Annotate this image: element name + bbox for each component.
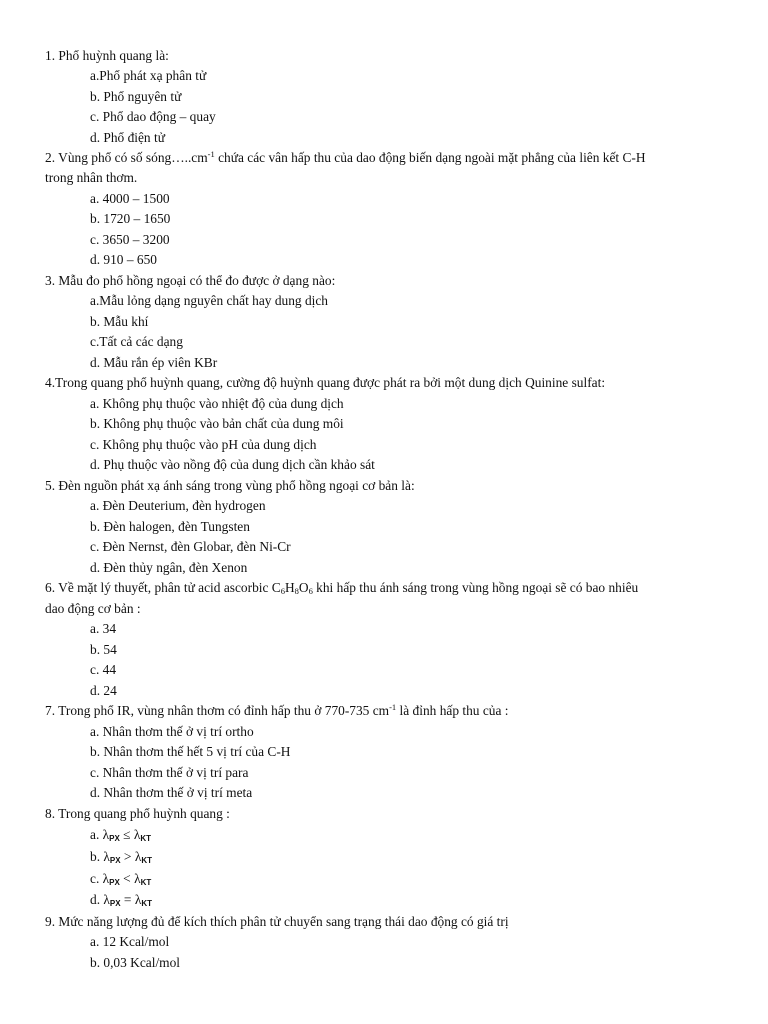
question-1-option-b: b. Phổ nguyên tử: [90, 89, 182, 104]
question-2-stem-line2: trong nhân thơm.: [45, 170, 138, 185]
question-2-option-a: a. 4000 – 1500: [90, 191, 170, 206]
question-4-option-d: d. Phụ thuộc vào nồng độ của dung dịch cần khảo sát: [90, 457, 375, 472]
question-6-stem-text-rest: khi hấp thu ánh sáng trong vùng hồng ngoại sẽ có bao nhiêu: [312, 580, 639, 595]
option-text-fragment: a.: [90, 827, 103, 842]
question-6-stem: [45, 580, 638, 596]
option-text-fragment: PX: [109, 878, 120, 887]
question-7-stem-text-rest: là đỉnh hấp thu của :: [396, 703, 509, 718]
option-text-fragment: >: [120, 849, 135, 864]
option-text-fragment: KT: [140, 878, 152, 887]
option-text-fragment: PX: [109, 899, 121, 908]
question-7-stem-text: 7. Trong phổ IR, vùng nhân thơm có đỉnh hấp thu ở 770-735 cm: [45, 703, 390, 718]
question-5-option-c: c. Đèn Nernst, đèn Globar, đèn Ni-Cr: [90, 539, 291, 554]
question-1-option-c: c. Phổ dao động – quay: [90, 109, 216, 124]
question-5-option-a: a. Đèn Deuterium, đèn hydrogen: [90, 498, 266, 513]
question-6-option-b: b. 54: [90, 642, 117, 657]
lambda-symbol: λ: [133, 827, 141, 842]
question-8-stem: 8. Trong quang phổ huỳnh quang :: [45, 806, 230, 821]
lambda-symbol: λ: [103, 849, 110, 864]
question-3-option-b: b. Mẫu khí: [90, 314, 149, 329]
question-7-option-c: c. Nhân thơm thế ở vị trí para: [90, 765, 249, 780]
lambda-symbol: λ: [102, 827, 110, 842]
question-2-stem-text-rest: chứa các vân hấp thu của dao động biến dạng ngoài mặt phẳng của liên kết C-H: [214, 150, 646, 165]
question-6-option-a: a. 34: [90, 621, 117, 636]
question-6-option-d: d. 24: [90, 683, 117, 698]
question-4-option-c: c. Không phụ thuộc vào pH của dung dịch: [90, 437, 317, 452]
option-text-fragment: KT: [141, 899, 152, 908]
question-3-option-d: d. Mẫu rắn ép viên KBr: [90, 355, 218, 370]
formula-subscript-h: 8: [294, 586, 299, 596]
question-5-stem: 5. Đèn nguồn phát xạ ánh sáng trong vùng phổ hồng ngoại cơ bản là:: [45, 478, 415, 493]
question-4-option-a: a. Không phụ thuộc vào nhiệt độ của dung dịch: [90, 396, 344, 411]
option-text-fragment: ≤: [119, 827, 134, 842]
formula-subscript-o: 6: [308, 586, 313, 596]
question-2-stem-text: 2. Vùng phổ có số sóng…..cm: [45, 150, 208, 165]
formula-element-h: H: [284, 580, 295, 595]
question-4-option-b: b. Không phụ thuộc vào bản chất của dung môi: [90, 416, 344, 431]
option-text-fragment: b.: [90, 849, 104, 864]
option-text-fragment: KT: [141, 856, 152, 865]
question-5-option-d: d. Đèn thủy ngân, đèn Xenon: [90, 560, 248, 575]
question-7-option-a: a. Nhân thơm thế ở vị trí ortho: [90, 724, 254, 739]
question-9-option-a: a. 12 Kcal/mol: [90, 934, 170, 949]
formula-subscript-c: 6: [280, 586, 285, 596]
question-8-option-c: [90, 871, 151, 887]
question-8-option-b: [90, 849, 152, 865]
lambda-symbol: λ: [103, 892, 110, 907]
question-1-stem: 1. Phổ huỳnh quang là:: [45, 48, 169, 63]
option-text-fragment: PX: [109, 834, 120, 843]
question-7-option-d: d. Nhân thơm thế ở vị trí meta: [90, 785, 253, 800]
question-3-option-a: a.Mẫu lỏng dạng nguyên chất hay dung dịch: [90, 293, 328, 308]
question-2-option-c: c. 3650 – 3200: [90, 232, 170, 247]
question-2-option-b: b. 1720 – 1650: [90, 211, 171, 226]
option-text-fragment: <: [119, 871, 135, 886]
question-5-option-b: b. Đèn halogen, đèn Tungsten: [90, 519, 250, 534]
question-7-stem: [45, 703, 509, 719]
question-6-stem-line2: dao động cơ bản :: [45, 601, 141, 616]
lambda-symbol: λ: [134, 871, 141, 886]
option-text-fragment: =: [120, 892, 135, 907]
question-6-stem-text: 6. Về mặt lý thuyết, phân tử acid ascorbic C: [45, 580, 281, 595]
question-9-stem: 9. Mức năng lượng đủ để kích thích phân tử chuyển sang trạng thái dao động có giá trị: [45, 914, 509, 929]
question-2-option-d: d. 910 – 650: [90, 252, 157, 267]
question-1-option-d: d. Phổ điện tử: [90, 130, 165, 145]
option-text-fragment: KT: [140, 834, 152, 843]
question-2-stem-superscript: -1: [207, 149, 215, 159]
lambda-symbol: λ: [134, 849, 142, 864]
question-7-stem-superscript: -1: [389, 702, 397, 712]
formula-element-o: O: [298, 580, 309, 595]
question-3-option-c: c.Tất cả các dạng: [90, 334, 183, 349]
question-1-option-a: a.Phổ phát xạ phân tử: [90, 68, 207, 83]
question-8-option-d: [90, 892, 152, 908]
lambda-symbol: λ: [134, 892, 142, 907]
option-text-fragment: c.: [90, 871, 103, 886]
option-text-fragment: PX: [109, 856, 121, 865]
question-8-option-a: [90, 827, 151, 843]
question-6-option-c: c. 44: [90, 662, 117, 677]
question-9-option-b: b. 0,03 Kcal/mol: [90, 955, 181, 970]
question-2-stem: [45, 150, 646, 166]
question-4-stem: 4.Trong quang phổ huỳnh quang, cường độ huỳnh quang được phát ra bởi một dung dịch Quinine sulfat:: [45, 375, 606, 390]
question-3-stem: 3. Mẫu đo phổ hồng ngoại có thể đo được ở dạng nào:: [45, 273, 336, 288]
question-7-option-b: b. Nhân thơm thế hết 5 vị trí của C-H: [90, 744, 291, 759]
lambda-symbol: λ: [102, 871, 110, 886]
option-text-fragment: d.: [90, 892, 104, 907]
